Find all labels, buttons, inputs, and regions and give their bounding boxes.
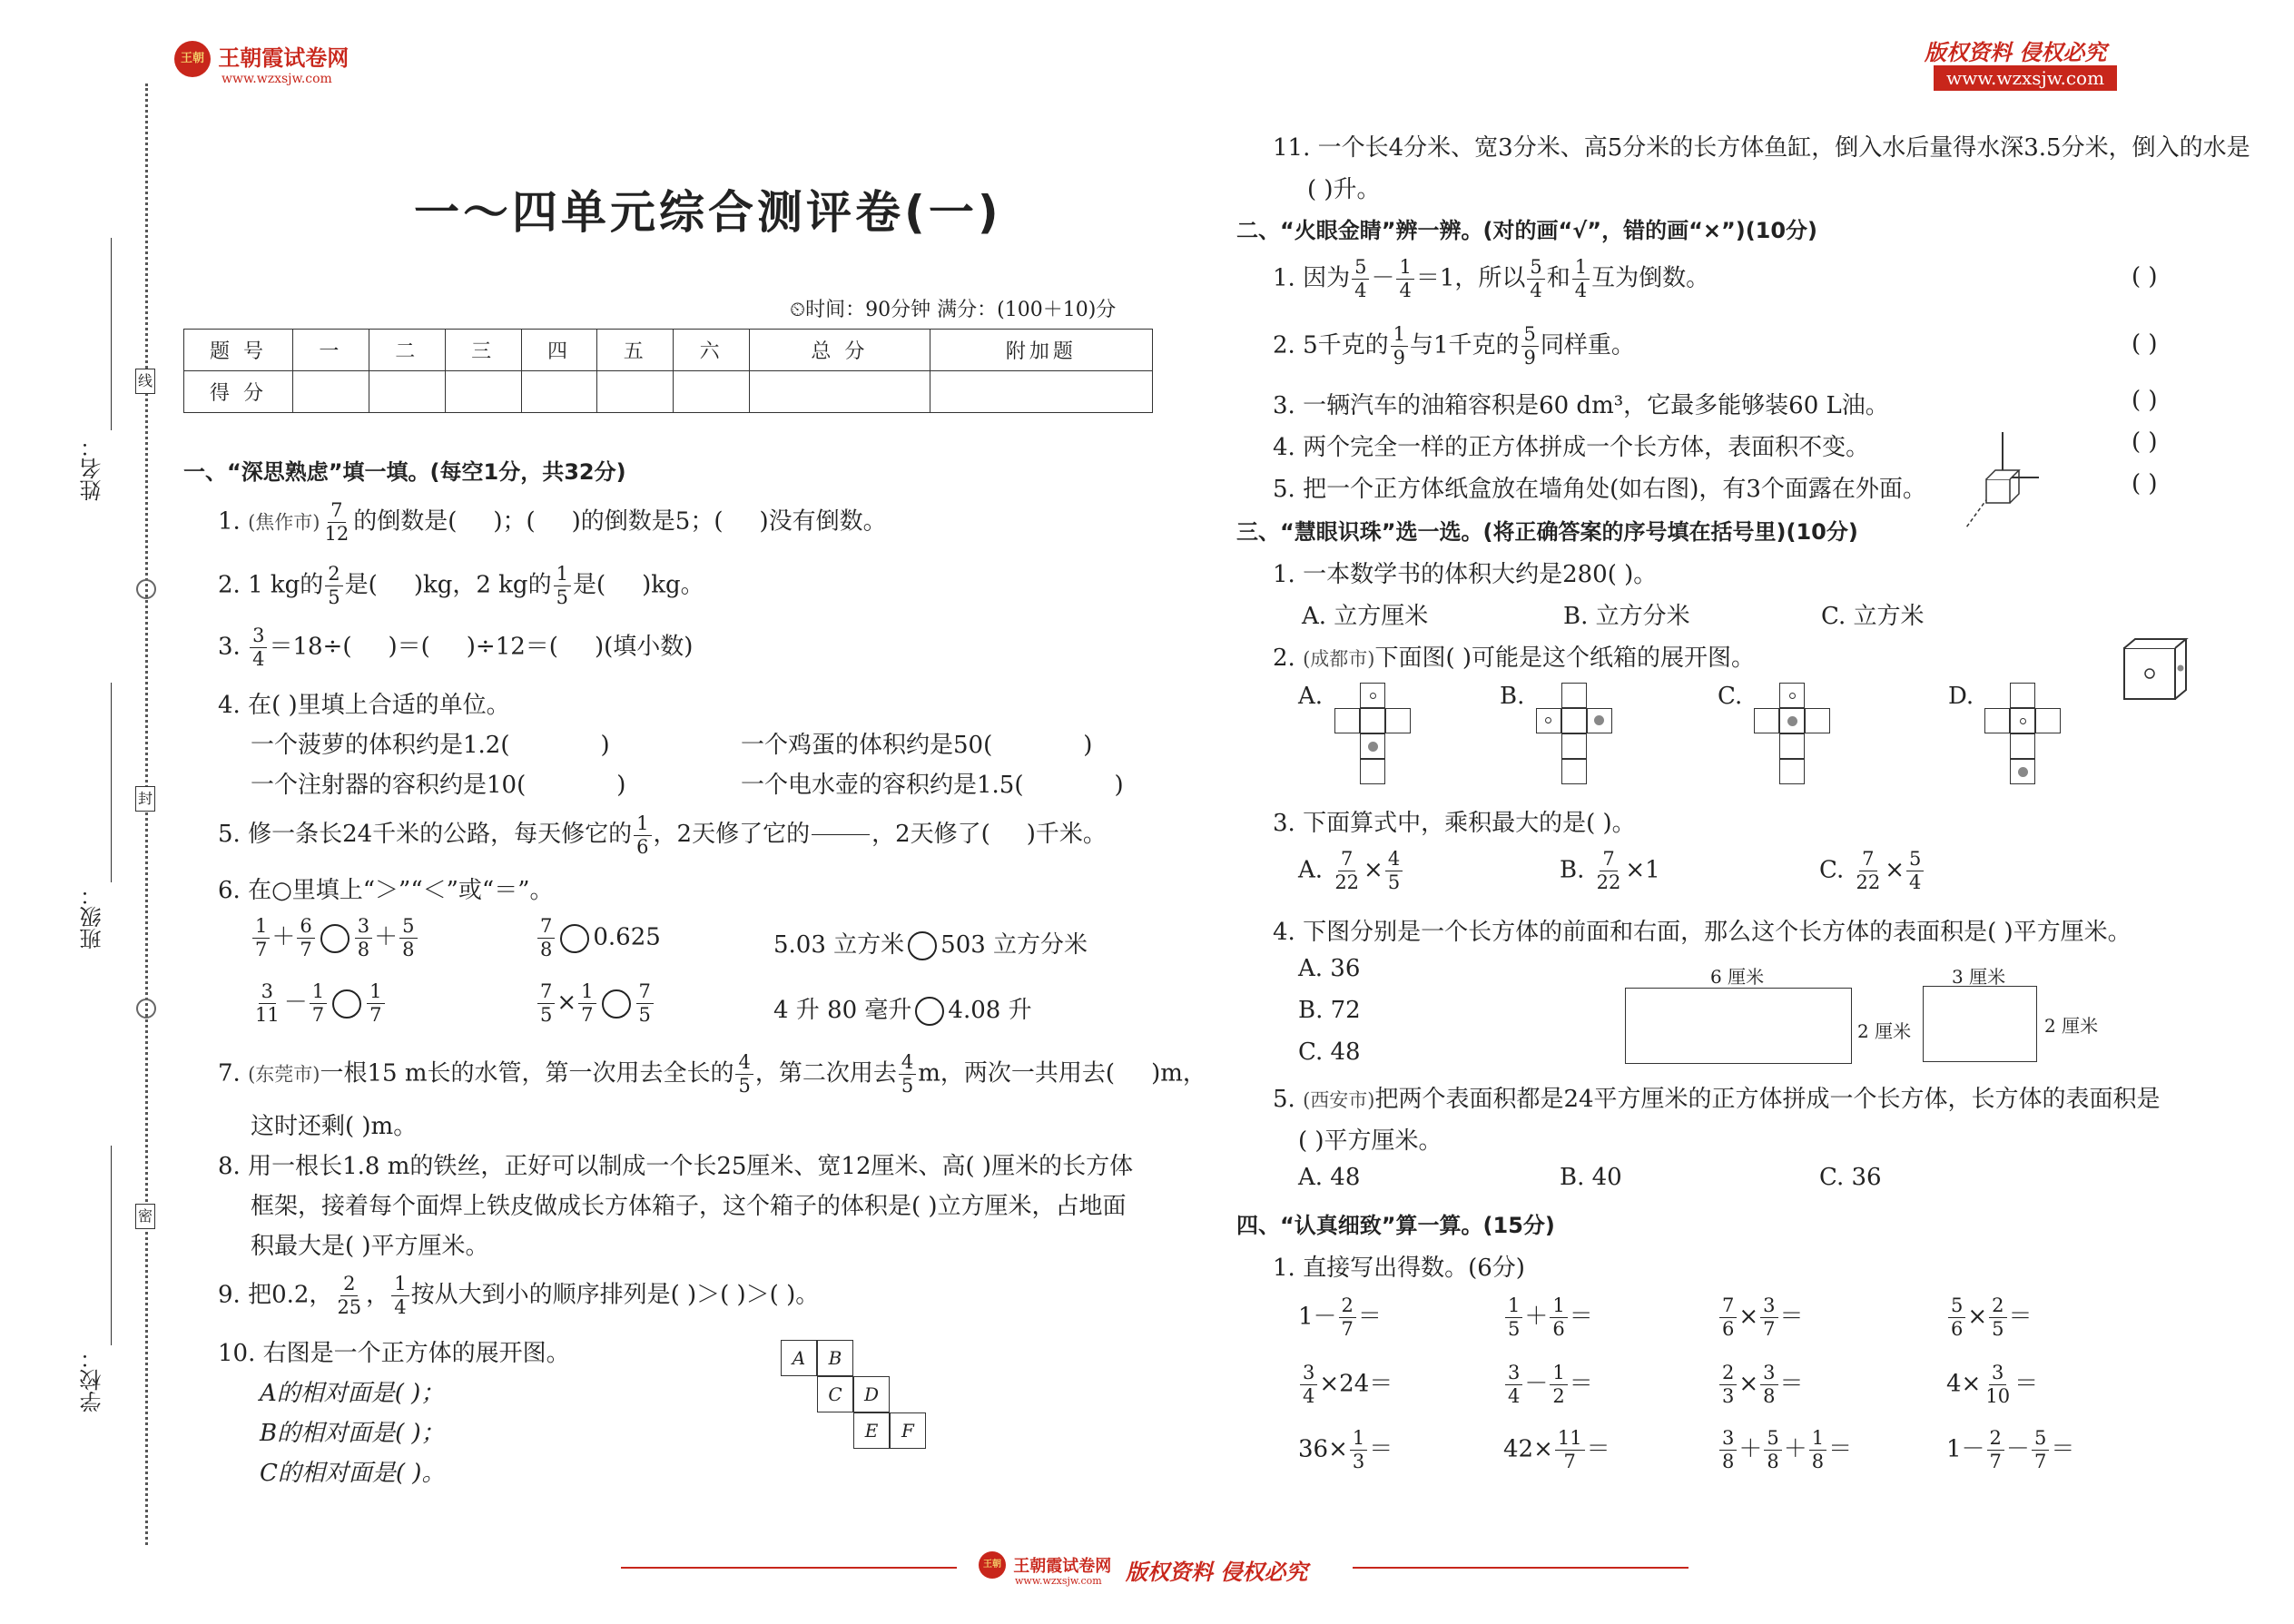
question-3: [218, 626, 693, 669]
q-text: )÷12＝(: [466, 633, 558, 661]
q8-line2: 框架，接着每个面焊上铁皮做成长方体箱子，这个箱子的体积是( )立方厘米，占地面: [251, 1193, 1127, 1220]
table-cell: 附加题: [930, 330, 1152, 371]
q-text: m，两次一共用去(: [918, 1059, 1116, 1088]
score-input-cell[interactable]: [293, 371, 369, 413]
dim-label: 2 厘米: [2044, 1015, 2099, 1037]
header-logo[interactable]: [174, 40, 349, 86]
q10-a: A的相对面是( )；: [260, 1380, 445, 1407]
calc-item: $\frac{3}{8}$ ＋ $\frac{5}{8}$ ＋ $\frac{1}{8}$ ＝: [1718, 1429, 1852, 1471]
q-text: )kg，2 kg的: [413, 571, 552, 599]
question-7: 7. (东莞市)一根15 m长的水管，第一次用去全长的 $\frac{4}{5}$ ，第二次用去 $\frac{4}{5}$ m，两次一共用去( )m，: [218, 1051, 1206, 1097]
q-text: 是(: [572, 571, 606, 599]
q-text: ，2天修了它的: [653, 821, 811, 848]
q-text: ＝18÷(: [269, 633, 352, 661]
q-num: 8.: [218, 1153, 241, 1180]
fraction: $\frac{1}{5}$: [554, 565, 571, 607]
choice-q3: 3. 下面算式中，乘积最大的是( )。: [1273, 810, 1636, 837]
dim-label: 3 厘米: [1952, 966, 2006, 988]
q-text: 把0.2，: [248, 1281, 333, 1309]
option[interactable]: C.: [1718, 683, 1743, 710]
front-face-rect: [1625, 988, 1852, 1064]
seal-mark-secret: 密: [135, 1204, 155, 1229]
logo-url: www.wzxsjw.com: [222, 72, 332, 86]
calc-item: 1－ $\frac{2}{7}$ ＝: [1298, 1294, 1382, 1340]
footer-logo[interactable]: [979, 1550, 1111, 1587]
table-cell: 六: [674, 330, 750, 371]
calc-item: 1－ $\frac{2}{7}$ － $\frac{5}{7}$ ＝: [1946, 1427, 2075, 1472]
choice-q5: 5. (西安市)把两个表面积都是24平方厘米的正方体拼成一个长方体，长方体的表面积是: [1273, 1086, 2161, 1113]
question-10: [218, 1334, 570, 1368]
q-text: )m，: [1151, 1059, 1206, 1088]
q-text: 一个长4分米、宽3分米、高5分米的长方体鱼缸，倒入水后量得水深3.5分米，倒入的水是: [1317, 134, 2250, 162]
q-text: ，2天修了(: [871, 821, 990, 848]
score-table-score-row: [184, 371, 1153, 413]
option[interactable]: B.: [1500, 683, 1525, 710]
q-text: )千米。: [1026, 821, 1107, 848]
judge-item-3: 3. 一辆汽车的油箱容积是60 dm³，它最多能够装60 L油。: [1273, 392, 1889, 419]
copyright-url[interactable]: www.wzxsjw.com: [1934, 65, 2117, 91]
judge-item-2: 2. 5千克的 $\frac{1}{9}$ 与1千克的 $\frac{5}{9}$ 同样重。: [1273, 323, 1635, 369]
exam-meta: ⏲时间：90分钟 满分：(100＋10)分: [790, 299, 1117, 321]
q-text: 在○里填上“＞”“＜”或“＝”。: [248, 877, 554, 904]
answer-paren[interactable]: ( ): [2132, 428, 2158, 456]
table-cell: 题 号: [184, 330, 293, 371]
q-text: 按从大到小的顺序排列是( )＞( )＞( )。: [410, 1281, 820, 1309]
q11-line2: ( )升。: [1307, 176, 1381, 203]
q-num: 1.: [218, 507, 241, 536]
q-num: 3.: [218, 633, 241, 661]
q-num: 10.: [218, 1340, 256, 1367]
option[interactable]: B. 72: [1298, 997, 1361, 1024]
blank-fraction: [812, 813, 870, 857]
q-text: )kg。: [642, 571, 704, 599]
q-num: 5.: [218, 821, 241, 848]
table-cell: 得 分: [184, 371, 293, 413]
question-4: [218, 686, 510, 720]
copyright-text: 版权资料 侵权必究: [1925, 39, 2107, 65]
footer-copyright: 版权资料 侵权必究: [1126, 1559, 1308, 1585]
option[interactable]: A. $\frac{7}{22}$ × $\frac{4}{5}$: [1298, 850, 1404, 892]
option[interactable]: C. 48: [1298, 1038, 1361, 1066]
q-text: 修一条长24千米的公路，每天修它的: [248, 821, 633, 848]
q-text: )＝(: [388, 633, 430, 661]
choice-q2: 2. (成都市)下面图( )可能是这个纸箱的展开图。: [1273, 645, 1756, 672]
option[interactable]: C. $\frac{7}{22}$ × $\frac{5}{4}$: [1819, 850, 1925, 892]
q-num: 6.: [218, 877, 241, 904]
answer-paren[interactable]: ( ): [2132, 387, 2158, 414]
q6-item: 5.03 立方米 503 立方分米: [773, 931, 1088, 959]
option[interactable]: B. $\frac{7}{22}$ ×1: [1560, 848, 1660, 893]
question-11: [1273, 129, 2250, 162]
class-underline: [111, 683, 112, 882]
name-underline: [111, 238, 112, 430]
class-label: 班级：: [80, 884, 105, 950]
table-cell: 四: [521, 330, 597, 371]
calc-q1-title: 1. 直接写出得数。(6分): [1273, 1255, 1525, 1282]
ring-icon: [136, 999, 156, 1019]
q6-item: $\frac{7}{8}$ 0.625: [536, 917, 661, 960]
table-cell: 二: [369, 330, 445, 371]
q6-item: $\frac{7}{5}$ × $\frac{1}{7}$ $\frac{7}{5}$: [536, 982, 655, 1025]
section3-title: 三、“慧眼识珠”选一选。(将正确答案的序号填在括号里)(10分): [1236, 519, 1858, 545]
compare-circle[interactable]: [602, 989, 631, 1019]
fraction: $\frac{1}{6}$: [634, 814, 651, 857]
score-input-cell[interactable]: [750, 371, 930, 413]
q6-item: $\frac{1}{7}$ ＋ $\frac{6}{7}$ $\frac{3}{8}$ ＋ $\frac{5}{8}$: [251, 917, 419, 960]
seal-mark-seal: 封: [135, 786, 155, 812]
choice-q5-line2: ( )平方厘米。: [1298, 1127, 1442, 1155]
answer-paren[interactable]: ( ): [2132, 263, 2158, 290]
logo-name: 王朝霞试卷网: [218, 45, 350, 71]
answer-paren[interactable]: ( ): [2132, 470, 2158, 497]
score-input-cell[interactable]: [369, 371, 445, 413]
q6-item: $\frac{3}{11}$ － $\frac{1}{7}$ $\frac{1}{7}$: [251, 982, 387, 1025]
calc-item: 42× $\frac{11}{7}$ ＝: [1503, 1427, 1610, 1472]
question-6: [218, 871, 554, 905]
question-8: [218, 1147, 1133, 1181]
q10-b: B的相对面是( )；: [260, 1420, 445, 1447]
q-num: 7.: [218, 1059, 241, 1088]
q-text: )(填小数): [594, 633, 694, 661]
q-text: )的倒数是5；(: [571, 507, 724, 536]
q10-c: C的相对面是( )。: [260, 1460, 446, 1487]
score-table: [183, 329, 1153, 413]
footer-rule-right: [1353, 1567, 1689, 1569]
calc-item: $\frac{5}{6}$ × $\frac{2}{5}$ ＝: [1946, 1296, 2033, 1339]
judge-item-4: 4. 两个完全一样的正方体拼成一个长方体，表面积不变。: [1273, 434, 1870, 461]
question-9: 9. 把0.2， $\frac{2}{25}$ ， $\frac{1}{4}$ 按从大到小的顺序排列是( )＞( )＞( )。: [218, 1273, 820, 1318]
q-text: 是(: [344, 571, 378, 599]
logo-badge: 王朝: [174, 41, 211, 77]
logo-badge: 王朝: [979, 1551, 1006, 1579]
ring-icon: [136, 579, 156, 599]
q-text: ，第二次用去: [754, 1059, 897, 1088]
seal-mark-line: 线: [135, 369, 155, 394]
score-table-header-row: [184, 330, 1153, 371]
question-5: [218, 813, 1107, 857]
footer-logo-name: 王朝霞试卷网: [1013, 1557, 1112, 1576]
school-underline: [111, 1146, 112, 1345]
calc-item: $\frac{3}{4}$ ×24＝: [1298, 1363, 1393, 1406]
choice-q1: 1. 一本数学书的体积大约是280( )。: [1273, 561, 1658, 588]
question-1: [218, 501, 887, 544]
fraction: $\frac{7}{12}$: [324, 499, 350, 545]
table-cell: 一: [293, 330, 369, 371]
q4-c: 一个注射器的容积约是10( ): [251, 772, 626, 799]
footer-rule-left: [621, 1567, 957, 1569]
net-cell: F: [890, 1412, 926, 1449]
calc-item: 4× $\frac{3}{10}$ ＝: [1946, 1362, 2039, 1407]
section2-title: 二、“火眼金睛”辨一辨。(对的画“√”，错的画“×”)(10分): [1236, 218, 1818, 243]
fraction: $\frac{2}{5}$: [325, 565, 342, 607]
q8-line3: 积最大是( )平方厘米。: [251, 1233, 489, 1260]
judge-item-5: 5. 把一个正方体纸盒放在墙角处(如右图)，有3个面露在外面。: [1273, 476, 1926, 503]
q-text: 的倒数是(: [353, 507, 458, 536]
q-num: 9.: [218, 1281, 241, 1309]
option[interactable]: C. 立方米: [1821, 603, 1925, 630]
binding-dotted-line: [145, 84, 148, 1545]
q6-item: 4 升 80 毫升 4.08 升: [773, 997, 1032, 1024]
table-cell: 五: [597, 330, 674, 371]
page-title: 一～四单元综合测评卷(一): [414, 186, 1002, 239]
q-text: 一根15 m长的水管，第一次用去全长的: [320, 1059, 734, 1088]
net-cell: E: [853, 1412, 890, 1449]
q-text: 用一根长1.8 m的铁丝，正好可以制成一个长25厘米、宽12厘米、高( )厘米的长方体: [248, 1153, 1134, 1180]
calc-item: $\frac{7}{6}$ × $\frac{3}{7}$ ＝: [1718, 1296, 1804, 1339]
score-input-cell[interactable]: [521, 371, 597, 413]
calc-item: 36× $\frac{1}{3}$ ＝: [1298, 1427, 1393, 1472]
option[interactable]: C. 36: [1819, 1164, 1882, 1191]
answer-paren[interactable]: ( ): [2132, 330, 2158, 358]
q-text: )没有倒数。: [759, 507, 887, 536]
q-text: 1 kg的: [248, 571, 324, 599]
score-input-cell[interactable]: [930, 371, 1152, 413]
fraction: $\frac{3}{4}$: [250, 626, 267, 669]
score-input-cell[interactable]: [674, 371, 750, 413]
net-cell: B: [817, 1340, 853, 1376]
option[interactable]: B. 立方分米: [1563, 603, 1690, 630]
compare-circle[interactable]: [915, 997, 944, 1026]
compare-circle[interactable]: [908, 931, 937, 960]
option[interactable]: A.: [1298, 683, 1324, 710]
net-cell: D: [853, 1376, 890, 1412]
score-input-cell[interactable]: [445, 371, 521, 413]
question-2: [218, 565, 704, 607]
compare-circle[interactable]: [560, 924, 589, 953]
q4-b: 一个鸡蛋的体积约是50( ): [741, 732, 1093, 759]
q-source: (焦作市): [248, 511, 320, 534]
option[interactable]: B. 40: [1560, 1164, 1622, 1191]
section1-title: 一、“深思熟虑”填一填。(每空1分，共32分): [183, 459, 626, 485]
q-text: )；(: [493, 507, 536, 536]
q7-line2: 这时还剩( )m。: [251, 1113, 418, 1140]
net-cell: C: [817, 1376, 853, 1412]
box-icon: [2121, 635, 2190, 704]
score-input-cell[interactable]: [597, 371, 674, 413]
side-face-rect: [1923, 986, 2037, 1062]
q-num: 11.: [1273, 134, 1311, 162]
school-label: 学校：: [80, 1347, 105, 1412]
choice-q4: 4. 下图分别是一个长方体的前面和右面，那么这个长方体的表面积是( )平方厘米。: [1273, 919, 2132, 946]
name-label: 姓名：: [80, 436, 105, 501]
calc-item: $\frac{2}{3}$ × $\frac{3}{8}$ ＝: [1718, 1363, 1804, 1406]
table-cell: 三: [445, 330, 521, 371]
compare-circle[interactable]: [332, 989, 361, 1019]
q4-d: 一个电水壶的容积约是1.5( ): [741, 772, 1124, 799]
option[interactable]: A. 立方厘米: [1302, 603, 1429, 630]
q-text: 右图是一个正方体的展开图。: [262, 1340, 570, 1367]
q-num: 4.: [218, 692, 241, 719]
option[interactable]: A. 48: [1298, 1164, 1361, 1191]
option[interactable]: A. 36: [1298, 955, 1361, 982]
table-cell: 总 分: [750, 330, 930, 371]
net-cell: A: [781, 1340, 817, 1376]
calc-item: $\frac{1}{5}$ ＋ $\frac{1}{6}$ ＝: [1503, 1296, 1593, 1339]
q-text: 在( )里填上合适的单位。: [248, 692, 510, 719]
section4-title: 四、“认真细致”算一算。(15分): [1236, 1213, 1555, 1238]
judge-item-1: 1. 因为 $\frac{5}{4}$ － $\frac{1}{4}$ ＝1，所以 $\frac{5}{4}$ 和 $\frac{1}{4}$ 互为倒数。: [1273, 256, 1710, 301]
q4-a: 一个菠萝的体积约是1.2( ): [251, 732, 610, 759]
q-num: 2.: [218, 571, 241, 599]
dim-label: 6 厘米: [1710, 966, 1765, 988]
footer-logo-url: www.wzxsjw.com: [1015, 1575, 1102, 1587]
calc-item: $\frac{3}{4}$ － $\frac{1}{2}$ ＝: [1503, 1363, 1593, 1406]
compare-circle[interactable]: [320, 924, 350, 953]
dim-label: 2 厘米: [1857, 1020, 1912, 1042]
corner-cube-icon: [1966, 432, 2039, 532]
option[interactable]: D.: [1948, 683, 1974, 710]
q-source: (东莞市): [248, 1063, 320, 1086]
